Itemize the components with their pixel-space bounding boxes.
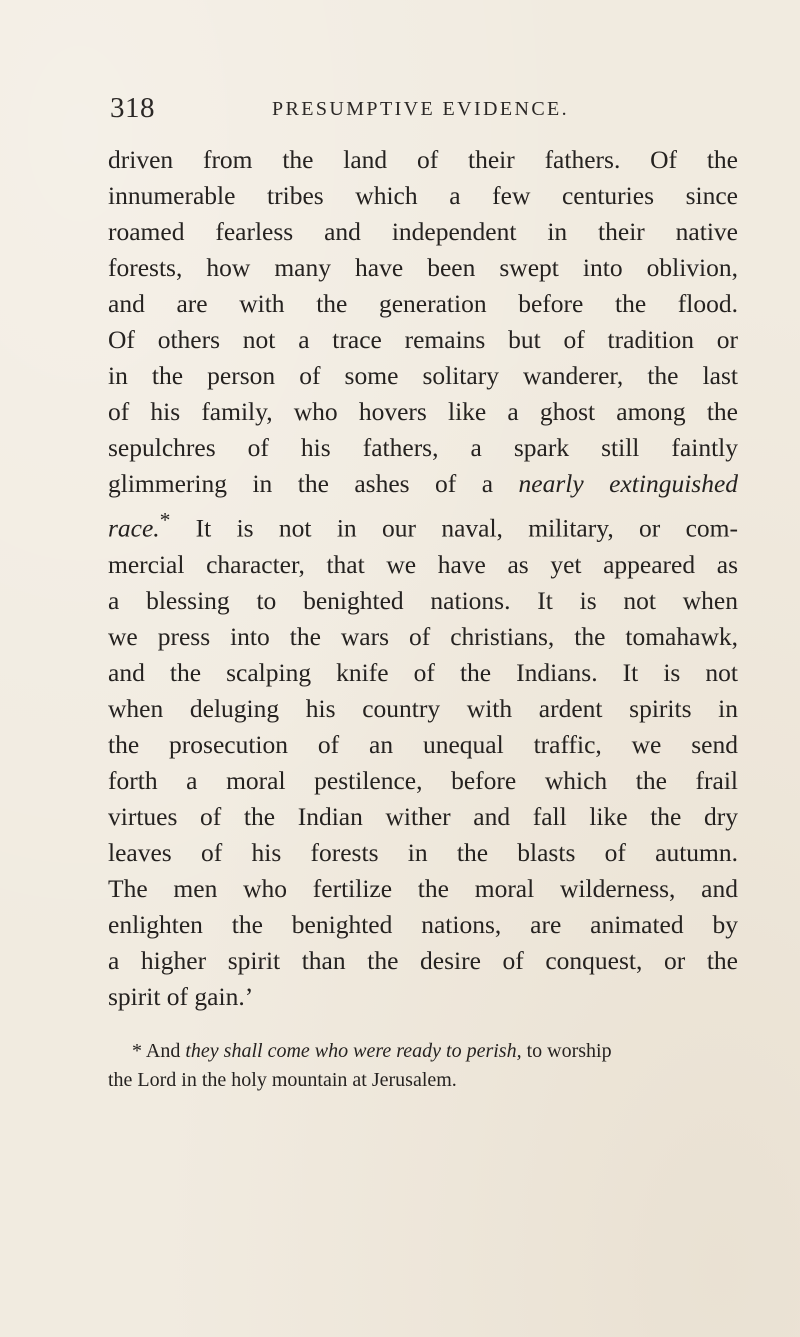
text-line: forests, how many have been swept into oblivion, (108, 253, 738, 282)
text-segment: glimmering in the ashes of a (108, 469, 494, 498)
footnote (108, 1037, 738, 1095)
text-line: a blessing to benighted nations. It is not when (108, 585, 738, 615)
italic-phrase: race. (108, 513, 160, 543)
text-line: in the person of some solitary wanderer, the last (108, 361, 738, 390)
italic-phrase: nearly extinguished (518, 469, 739, 498)
body-text (108, 142, 738, 1015)
text-line: leaves of his forests in the blasts of autumn. (108, 837, 738, 867)
text-line: virtues of the Indian wither and fall like the dry (108, 801, 738, 831)
page-number: 318 (110, 92, 155, 124)
text-line: enlighten the benighted nations, are animated by (108, 909, 738, 939)
footnote-marker: * (132, 1040, 142, 1062)
text-line: when deluging his country with ardent spirits in (108, 693, 738, 723)
text-line: spirit of gain.’ (108, 981, 254, 1011)
text-line: we press into the wars of christians, the tomahawk, (108, 621, 738, 651)
text-line: and the scalping knife of the Indians. It is not (108, 657, 738, 687)
text-line: forth a moral pestilence, before which the frail (108, 765, 738, 795)
footnote-text: And (145, 1040, 181, 1062)
text-line-mixed (108, 502, 738, 547)
text-line: a higher spirit than the desire of conquest, or the (108, 945, 738, 975)
text-line: driven from the land of their fathers. Of the (108, 145, 738, 174)
text-line-mixed (108, 466, 738, 502)
footnote-line: the Lord in the holy mountain at Jerusalem. (108, 1069, 457, 1091)
text-line: the prosecution of an unequal traffic, we send (108, 729, 738, 759)
footnote-line (108, 1037, 738, 1066)
running-title: PRESUMPTIVE EVIDENCE. (272, 98, 570, 120)
text-line: The men who fertilize the moral wilderness, and (108, 873, 738, 903)
page-header (110, 92, 732, 132)
text-line: roamed fearless and independent in their native (108, 217, 738, 246)
footnote-italic: they shall come who were ready to perish, (185, 1040, 522, 1062)
text-line: mercial character, that we have as yet appeared as (108, 549, 738, 579)
text-line: sepulchres of his fathers, a spark still faintly (108, 433, 738, 462)
footnote-text: to worship (526, 1040, 612, 1062)
text-segment: It is not in our naval, military, or com- (195, 513, 739, 543)
text-line: innumerable tribes which a few centuries since (108, 181, 738, 210)
text-line: of his family, who hovers like a ghost among the (108, 397, 738, 426)
footnote-reference: * (159, 508, 171, 532)
text-line: and are with the generation before the flood. (108, 289, 738, 318)
text-line: Of others not a trace remains but of tradition or (108, 325, 738, 354)
